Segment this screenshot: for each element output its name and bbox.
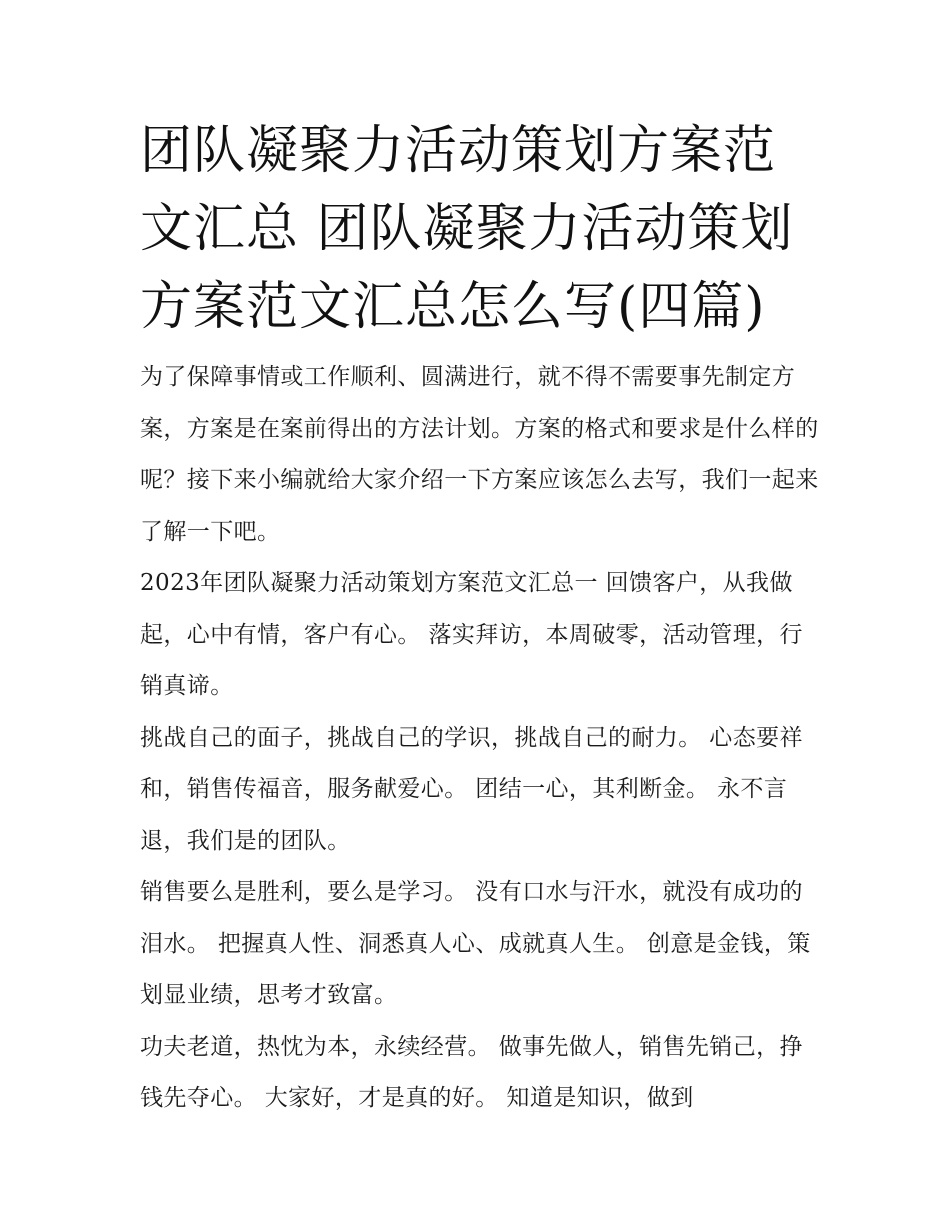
paragraph-section-one: 2023年团队凝聚力活动策划方案范文汇总一 回馈客户，从我做起，心中有情，客户有心。 落实拜访，本周破零，活动管理，行销真谛。 — [140, 570, 803, 699]
document-title: 团队凝聚力活动策划方案范文汇总 团队凝聚力活动策划方案范文汇总怎么写(四篇) — [140, 121, 794, 337]
document-body — [140, 352, 820, 1125]
paragraph-sales: 销售要么是胜利，要么是学习。 没有口水与汗水，就没有成功的泪水。 把握真人性、洞悉真人心、成就真人生。 创意是金钱，策划显业绩，思考才致富。 — [140, 879, 811, 1008]
paragraph-intro: 为了保障事情或工作顺利、圆满进行，就不得不需要事先制定方案，方案是在案前得出的方法计划。方案的格式和要求是什么样的呢？接下来小编就给大家介绍一下方案应该怎么去写，我们一起来了解一下吧。 — [140, 364, 819, 545]
paragraph-kungfu: 功夫老道，热忱为本，永续经营。 做事先做人，销售先销己，挣钱先夺心。 大家好，才是真的好。 知道是知识，做到 — [140, 1033, 803, 1111]
paragraph-challenge: 挑战自己的面子，挑战自己的学识，挑战自己的耐力。 心态要祥和，销售传福音，服务献爱心。 团结一心，其利断金。 永不言退，我们是的团队。 — [140, 724, 803, 854]
